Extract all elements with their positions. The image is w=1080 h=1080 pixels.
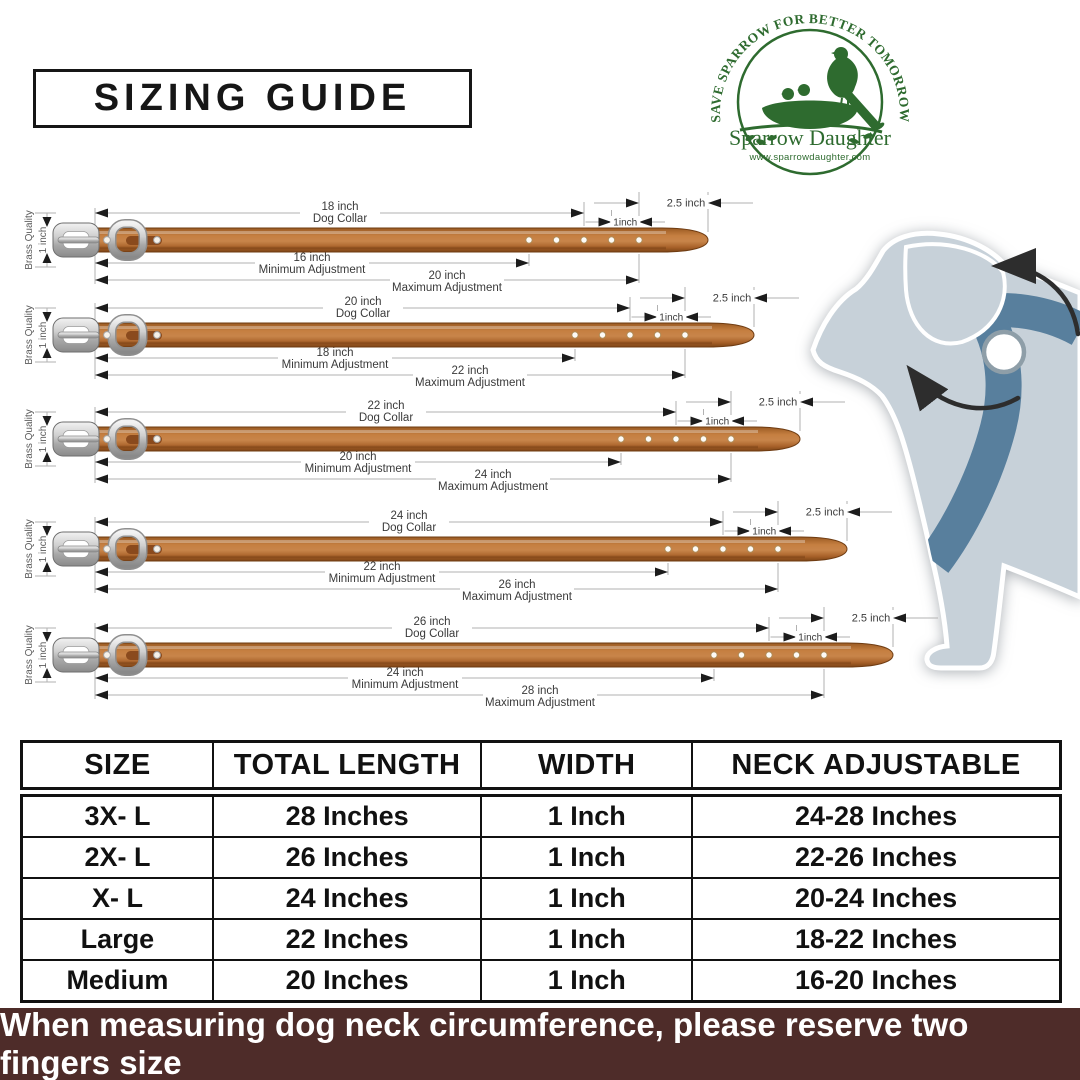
collar-length-value: 18 inch bbox=[321, 201, 359, 213]
dim-arrow bbox=[562, 354, 575, 363]
collar-diagram-4 bbox=[24, 501, 892, 603]
dim-arrow bbox=[95, 259, 108, 268]
collar-hole bbox=[747, 546, 753, 552]
width-arrow-up bbox=[43, 562, 52, 572]
table-cell: 1 Inch bbox=[480, 879, 691, 918]
dim-arrow bbox=[95, 354, 108, 363]
hole-gap-label: 1inch bbox=[798, 632, 823, 644]
buckle-prong bbox=[58, 237, 99, 243]
side-label-width: 1 inch bbox=[38, 641, 49, 669]
dim-arrow bbox=[691, 417, 704, 426]
table-row bbox=[23, 959, 1059, 1000]
table-header-cell: TOTAL LENGTH bbox=[212, 743, 480, 787]
dim-arrow bbox=[95, 624, 108, 633]
tip-gap-label: 2.5 inch bbox=[666, 197, 706, 210]
width-arrow-down bbox=[43, 416, 52, 426]
dim-arrow bbox=[672, 371, 685, 380]
collar-hole bbox=[775, 546, 781, 552]
dim-arrow bbox=[811, 691, 824, 700]
footer-note: When measuring dog neck circumference, please reserve two fingers size bbox=[0, 1006, 969, 1080]
tip-gap-label: 2.5 inch bbox=[805, 506, 845, 519]
rivet bbox=[154, 237, 161, 244]
table-cell: 1 Inch bbox=[480, 961, 691, 1000]
collar-diagram-1 bbox=[24, 192, 753, 294]
table-row bbox=[23, 836, 1059, 877]
max-value: 22 inch bbox=[451, 365, 489, 377]
side-label-brass-quality: Brass Quality bbox=[24, 210, 35, 270]
dim-arrow bbox=[626, 276, 639, 285]
dim-arrow bbox=[95, 691, 108, 700]
width-arrow-up bbox=[43, 348, 52, 358]
min-caption: Minimum Adjustment bbox=[304, 463, 412, 475]
table-row bbox=[23, 797, 1059, 836]
dim-arrow bbox=[645, 313, 658, 322]
dim-arrow bbox=[778, 527, 791, 536]
collar-diagram-2 bbox=[24, 287, 799, 389]
dim-arrow bbox=[718, 475, 731, 484]
collar-hole bbox=[526, 237, 532, 243]
dim-arrow bbox=[95, 371, 108, 380]
buckle-prong bbox=[58, 652, 99, 658]
dim-arrow bbox=[663, 408, 676, 417]
table-body bbox=[20, 794, 1062, 1003]
rivet bbox=[154, 436, 161, 443]
collar-hole bbox=[738, 652, 744, 658]
table-row bbox=[23, 918, 1059, 959]
dim-arrow bbox=[95, 518, 108, 527]
dim-arrow bbox=[95, 408, 108, 417]
table-cell: Medium bbox=[66, 965, 169, 995]
max-value: 20 inch bbox=[428, 270, 466, 282]
table-cell: 20 Inches bbox=[212, 961, 480, 1000]
min-caption: Minimum Adjustment bbox=[328, 573, 436, 585]
width-arrow-down bbox=[43, 312, 52, 322]
tip-gap-label: 2.5 inch bbox=[712, 292, 752, 305]
dim-arrow bbox=[701, 674, 714, 683]
min-value: 16 inch bbox=[293, 252, 331, 264]
dim-arrow bbox=[672, 294, 685, 303]
dim-arrow bbox=[765, 585, 778, 594]
collar-length-caption: Dog Collar bbox=[381, 522, 437, 534]
tip-gap-label: 2.5 inch bbox=[851, 612, 891, 625]
collar-hole bbox=[618, 436, 624, 442]
size-table bbox=[20, 740, 1062, 1003]
dim-arrow bbox=[599, 218, 612, 227]
side-label-brass-quality: Brass Quality bbox=[24, 625, 35, 685]
page-title: SIZING GUIDE bbox=[93, 77, 412, 119]
max-value: 24 inch bbox=[474, 469, 512, 481]
rivet bbox=[104, 546, 111, 553]
collar-length-caption: Dog Collar bbox=[404, 628, 460, 640]
table-cell: 1 Inch bbox=[480, 797, 691, 836]
table-cell: 26 Inches bbox=[212, 838, 480, 877]
rivet bbox=[104, 332, 111, 339]
dim-arrow bbox=[608, 458, 621, 467]
dim-arrow bbox=[95, 585, 108, 594]
dim-arrow bbox=[571, 209, 584, 218]
min-value: 18 inch bbox=[316, 347, 354, 359]
dim-arrow bbox=[685, 313, 698, 322]
collar-hole bbox=[665, 546, 671, 552]
min-caption: Minimum Adjustment bbox=[281, 359, 389, 371]
collar-hole bbox=[636, 237, 642, 243]
hole-gap-label: 1inch bbox=[659, 312, 684, 324]
dim-arrow bbox=[626, 199, 639, 208]
table-cell: 28 Inches bbox=[212, 797, 480, 836]
min-value: 20 inch bbox=[339, 451, 377, 463]
max-value: 26 inch bbox=[498, 579, 536, 591]
width-arrow-down bbox=[43, 632, 52, 642]
collar-hole bbox=[608, 237, 614, 243]
table-cell: 2X- L bbox=[84, 842, 151, 872]
max-caption: Maximum Adjustment bbox=[462, 591, 572, 603]
dim-arrow bbox=[824, 633, 837, 642]
collar-hole bbox=[581, 237, 587, 243]
hole-gap-label: 1inch bbox=[613, 217, 638, 229]
side-label-width: 1 inch bbox=[38, 425, 49, 453]
min-caption: Minimum Adjustment bbox=[258, 264, 366, 276]
table-header-cell: NECK ADJUSTABLE bbox=[691, 743, 1059, 787]
collar-hole bbox=[821, 652, 827, 658]
side-label-brass-quality: Brass Quality bbox=[24, 519, 35, 579]
table-cell: 1 Inch bbox=[480, 838, 691, 877]
collar-hole bbox=[700, 436, 706, 442]
width-arrow-up bbox=[43, 253, 52, 263]
collar-hole bbox=[766, 652, 772, 658]
dim-arrow bbox=[95, 458, 108, 467]
table-cell: 22 Inches bbox=[212, 920, 480, 959]
collar-hole bbox=[711, 652, 717, 658]
logo-brand-name: Sparrow Daughter bbox=[729, 125, 891, 150]
collar-hole bbox=[599, 332, 605, 338]
dim-arrow bbox=[718, 398, 731, 407]
dim-arrow bbox=[516, 259, 529, 268]
dim-arrow bbox=[95, 276, 108, 285]
max-value: 28 inch bbox=[521, 685, 559, 697]
tip-gap-label: 2.5 inch bbox=[758, 396, 798, 409]
max-caption: Maximum Adjustment bbox=[485, 697, 595, 709]
collar-hole bbox=[728, 436, 734, 442]
dim-arrow bbox=[784, 633, 797, 642]
dim-arrow bbox=[95, 475, 108, 484]
dim-arrow bbox=[95, 568, 108, 577]
collar-length-value: 22 inch bbox=[367, 400, 405, 412]
rivet bbox=[154, 546, 161, 553]
collar-diagram-3 bbox=[24, 391, 845, 493]
dim-arrow bbox=[756, 624, 769, 633]
table-cell: 20-24 Inches bbox=[691, 879, 1059, 918]
table-cell: Large bbox=[80, 924, 155, 954]
collar-diagram-5 bbox=[24, 607, 938, 709]
collar-hole bbox=[673, 436, 679, 442]
dim-arrow bbox=[811, 614, 824, 623]
table-cell: 22-26 Inches bbox=[691, 838, 1059, 877]
collar-hole bbox=[682, 332, 688, 338]
dim-arrow bbox=[95, 674, 108, 683]
max-caption: Maximum Adjustment bbox=[392, 282, 502, 294]
logo-arc-text: SAVE SPARROW FOR BETTER TOMORROW bbox=[707, 11, 913, 124]
dim-arrow bbox=[617, 304, 630, 313]
dim-arrow bbox=[655, 568, 668, 577]
width-arrow-up bbox=[43, 668, 52, 678]
collar-hole bbox=[654, 332, 660, 338]
side-label-width: 1 inch bbox=[38, 226, 49, 254]
logo-website: www.sparrowdaughter.com bbox=[749, 152, 871, 163]
collar-length-caption: Dog Collar bbox=[335, 308, 391, 320]
collar-hole bbox=[553, 237, 559, 243]
width-arrow-up bbox=[43, 452, 52, 462]
collar-length-value: 20 inch bbox=[344, 296, 382, 308]
collar-hole bbox=[793, 652, 799, 658]
dim-arrow bbox=[738, 527, 751, 536]
table-header-cell: SIZE bbox=[84, 748, 151, 781]
side-label-brass-quality: Brass Quality bbox=[24, 409, 35, 469]
width-arrow-down bbox=[43, 217, 52, 227]
dim-arrow bbox=[710, 518, 723, 527]
side-label-brass-quality: Brass Quality bbox=[24, 305, 35, 365]
table-cell: X- L bbox=[91, 883, 143, 913]
width-arrow-down bbox=[43, 526, 52, 536]
buckle-prong bbox=[58, 332, 99, 338]
min-value: 22 inch bbox=[363, 561, 401, 573]
side-label-width: 1 inch bbox=[38, 321, 49, 349]
rivet bbox=[104, 436, 111, 443]
dim-arrow bbox=[95, 209, 108, 218]
collar-hole bbox=[645, 436, 651, 442]
collar-length-caption: Dog Collar bbox=[312, 213, 368, 225]
hole-gap-label: 1inch bbox=[705, 416, 730, 428]
collar-hole bbox=[692, 546, 698, 552]
table-cell: 24 Inches bbox=[212, 879, 480, 918]
table-cell: 3X- L bbox=[84, 801, 151, 831]
dim-arrow bbox=[639, 218, 652, 227]
buckle-prong bbox=[58, 436, 99, 442]
table-header-cell: WIDTH bbox=[480, 743, 691, 787]
side-label-width: 1 inch bbox=[38, 535, 49, 563]
collar-hole bbox=[572, 332, 578, 338]
hole-gap-label: 1inch bbox=[752, 526, 777, 538]
collar-length-caption: Dog Collar bbox=[358, 412, 414, 424]
min-caption: Minimum Adjustment bbox=[351, 679, 459, 691]
table-cell: 18-22 Inches bbox=[691, 920, 1059, 959]
table-cell: 16-20 Inches bbox=[691, 961, 1059, 1000]
rivet bbox=[104, 237, 111, 244]
collar-hole bbox=[720, 546, 726, 552]
footer-banner bbox=[0, 1008, 1080, 1080]
table-cell: 1 Inch bbox=[480, 920, 691, 959]
collar-hole bbox=[627, 332, 633, 338]
dim-arrow bbox=[95, 304, 108, 313]
dim-arrow bbox=[731, 417, 744, 426]
max-caption: Maximum Adjustment bbox=[438, 481, 548, 493]
collar-length-value: 26 inch bbox=[413, 616, 451, 628]
table-header-row bbox=[20, 740, 1062, 790]
rivet bbox=[154, 332, 161, 339]
min-value: 24 inch bbox=[386, 667, 424, 679]
rivet bbox=[104, 652, 111, 659]
buckle-prong bbox=[58, 546, 99, 552]
table-row bbox=[23, 877, 1059, 918]
collar-length-value: 24 inch bbox=[390, 510, 428, 522]
max-caption: Maximum Adjustment bbox=[415, 377, 525, 389]
rivet bbox=[154, 652, 161, 659]
table-cell: 24-28 Inches bbox=[691, 797, 1059, 836]
dim-arrow bbox=[765, 508, 778, 517]
